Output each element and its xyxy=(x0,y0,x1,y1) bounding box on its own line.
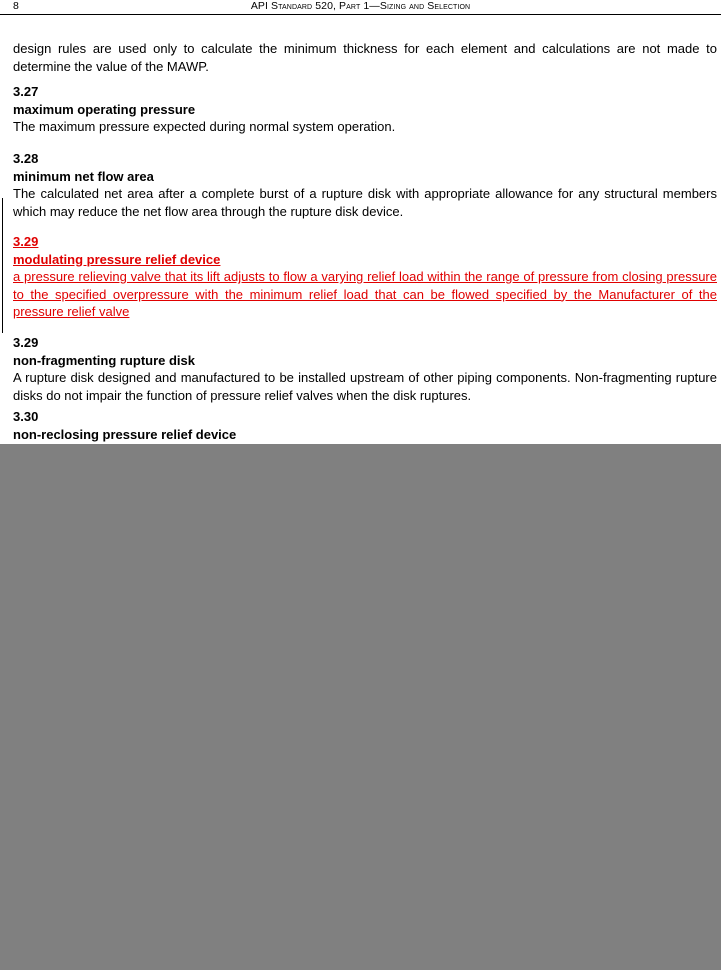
inserted-definition-entry xyxy=(13,233,717,321)
defined-term: non-reclosing pressure relief device xyxy=(13,426,237,442)
clause-number: 3.29 xyxy=(13,234,39,249)
defined-term: modulating pressure relief device xyxy=(13,251,221,267)
definition-text: A rupture disk designed and manufactured to be installed upstream of other piping components. Non-fragmenting rupture disks do not impair the function of pressure relief valves when the disk ruptures. xyxy=(13,370,717,403)
page-number: 8 xyxy=(13,0,19,12)
definition-text: The maximum pressure expected during normal system operation. xyxy=(13,119,396,134)
defined-term: maximum operating pressure xyxy=(13,101,196,117)
defined-term: non-fragmenting rupture disk xyxy=(13,352,195,368)
clause-number: 3.30 xyxy=(13,409,39,424)
clause-number: 3.27 xyxy=(13,84,39,99)
clause-number: 3.29 xyxy=(13,335,39,350)
definition-entry-3-29 xyxy=(13,334,717,404)
change-bar xyxy=(2,198,3,333)
gray-overlay-panel xyxy=(0,444,721,970)
defined-term: minimum net flow area xyxy=(13,168,154,184)
page-header xyxy=(0,0,721,15)
continuation-paragraph: design rules are used only to calculate the minimum thickness for each element and calculations are not made to determine the value of the MAWP. xyxy=(13,41,717,74)
definition-entry-3-27 xyxy=(13,83,717,136)
definition-text: The calculated net area after a complete burst of a rupture disk with appropriate allowance for any structural members which may reduce the net flow area through the rupture disk device. xyxy=(13,186,717,219)
definition-entry-3-28 xyxy=(13,150,717,220)
clause-number: 3.28 xyxy=(13,151,39,166)
running-title: API Standard 520, Part 1—Sizing and Selection xyxy=(250,0,471,12)
definition-text: a pressure relieving valve that its lift adjusts to flow a varying relief load within the range of pressure from closing pressure to the specified overpressure with the minimum relief load that can be flowed specified by the Manufacturer of the pressure relief valve xyxy=(13,269,717,319)
